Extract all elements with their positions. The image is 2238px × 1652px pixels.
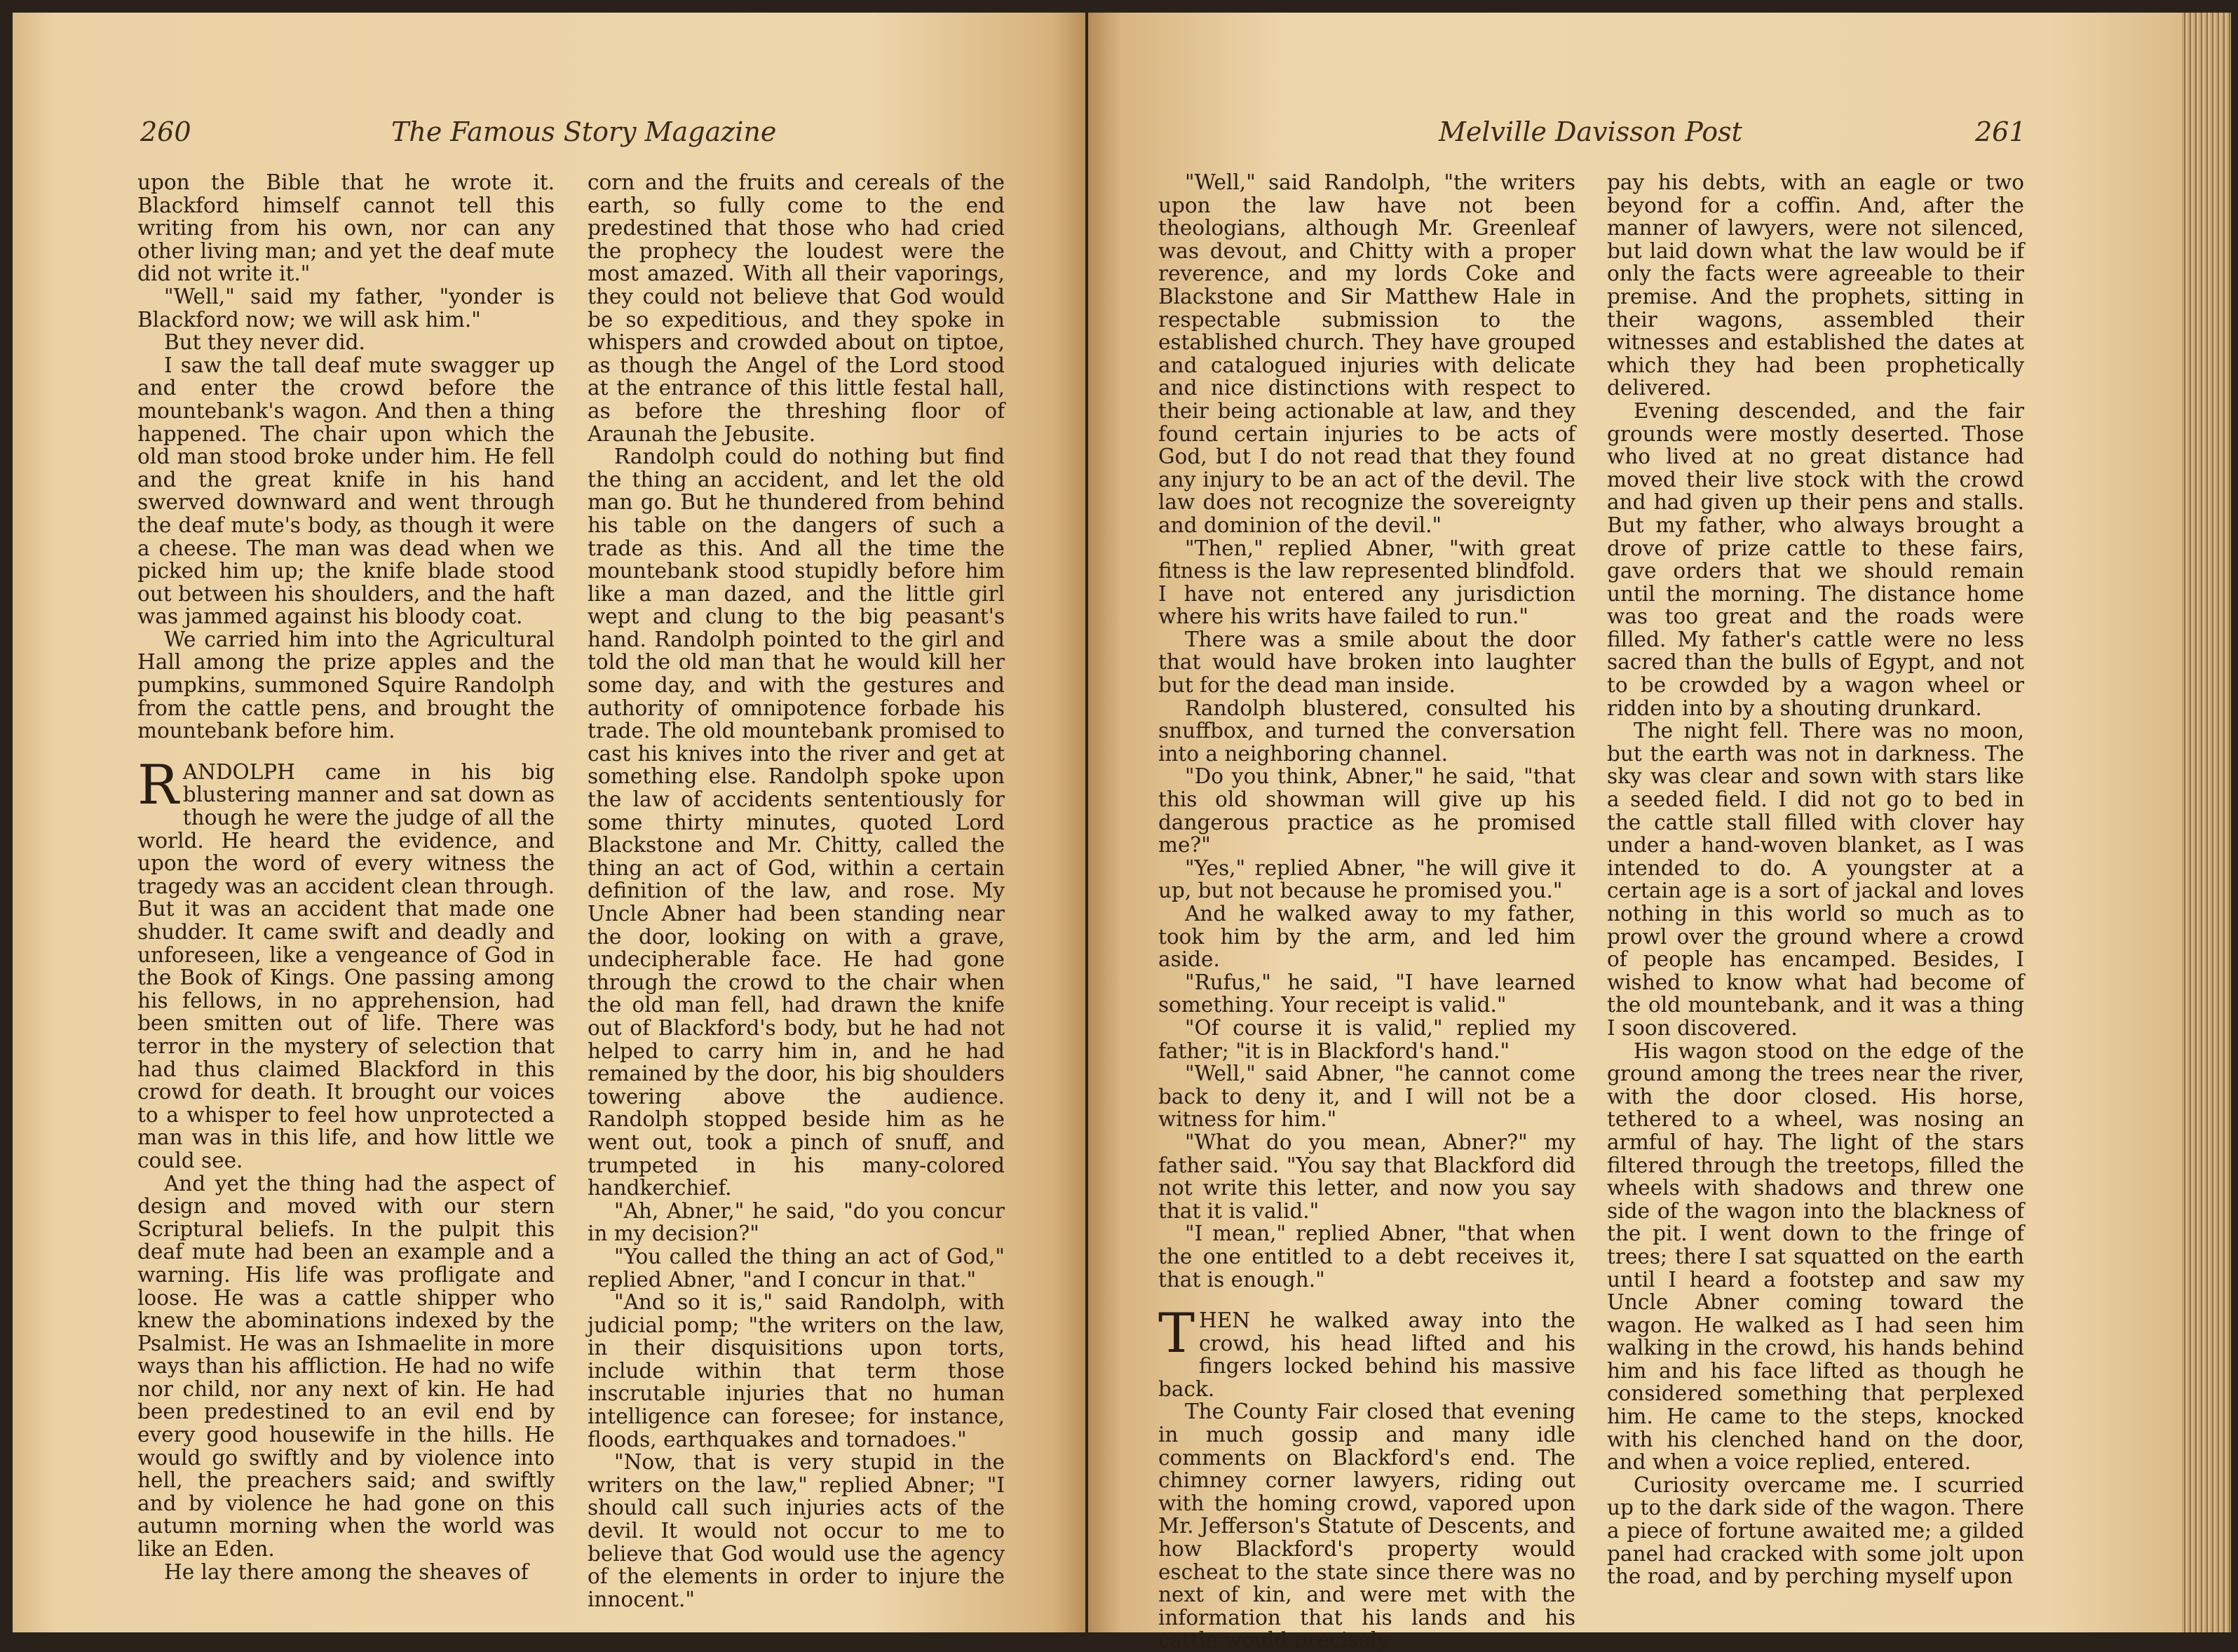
- paragraph: Randolph could do nothing but find the thing an accident, and let the old man go. But he thundered from behind his table on the dangers of such a trade as this. And all the time the mountebank stood stupidly before him like a man dazed, and the little girl wept and clung to the big peasant's hand. Randolph pointed to the girl and told the old man that he would kill her some day, and with the gestures and authority of omnipotence forbade his trade. The old mountebank promised to cast his knives into the river and get at something else. Randolph spoke upon the law of accidents sententiously for some thirty minutes, quoted Lord Blackstone and Mr. Chitty, called the thing an act of God, within a certain definition of the law, and rose. My Uncle Abner had been standing near the door, looking on with a grave, undecipherable face. He had gone through the crowd to the chair when the old man fell, had drawn the knife out of Blackford's body, but he had not helped to carry him in, and he had remained by the door, his big shoulders towering above the audience. Randolph stopped beside him as he went out, took a pinch of snuff, and trumpeted in his many-colored handkerchief.: [588, 445, 1005, 1200]
- paragraph: "Rufus," he said, "I have learned something. Your receipt is valid.": [1158, 970, 1575, 1017]
- paragraph: We carried him into the Agricultural Hall among the prize apples and the pumpkins, summoned Squire Randolph from the cattle pens, and brought the mountebank before him.: [137, 627, 555, 743]
- paragraph: "Yes," replied Abner, "he will give it up, but not because he promised you.": [1158, 855, 1575, 903]
- paragraph: "Well," said Randolph, "the writers upon the law have not been theologians, although Mr. Greenleaf was devout, and Chitty with a proper reverence, and my lords Coke and Blackstone and Sir Matthew Hale in respectable submission to the established church. They have grouped and catalogued injuries with delicate and nice distinctions with respect to their being actionable at law, and they found certain injuries to be acts of God, but I do not read that they found any injury to be an act of the devil. The law does not recognize the sovereignty and dominion of the devil.": [1158, 170, 1575, 537]
- paragraph: The County Fair closed that evening in much gossip and many idle comments on Blackford's end. The chimney corner lawyers, riding out with the homing crowd, vapored upon Mr. Jefferson's Statute of Descents, and how Blackford's property would escheat to the state since there was no next of kin, and were met with the information that his lands and his cattle would precisely: [1158, 1400, 1575, 1652]
- running-head: The Famous Story Magazine: [391, 116, 777, 147]
- column-right: [588, 171, 1005, 1611]
- paragraph-text: ANDOLPH came in his big blustering manner and sat down as though he were the judge of all the world. He heard the evidence, and upon the word of every witness the tragedy was an accident clean through. But it was an accident that made one shudder. It came swift and deadly and unforeseen, like a vengeance of God in the Book of Kings. One passing among his fellows, in no apprehension, had been smitten out of life. There was terror in the mystery of selection that had thus claimed Blackford in this crowd for death. It brought our voices to a whisper to feel how unprotected a man was in this life, and how little we could see.: [137, 759, 555, 1172]
- right-page: [1088, 13, 2182, 1652]
- paragraph: "And so it is," said Randolph, with judicial pomp; "the writers on the law, in their disquisitions upon torts, include within that term those inscrutable injuries that no human intelligence can foresee; for instance, floods, earthquakes and tornadoes.": [588, 1290, 1005, 1451]
- paragraph-text: HEN he walked away into the crowd, his head lifted and his fingers locked behind his massive back.: [1158, 1308, 1575, 1401]
- column-right: [1607, 171, 2024, 1588]
- column-left: [1158, 171, 1575, 1652]
- paragraph: "You called the thing an act of God," replied Abner, "and I concur in that.": [588, 1244, 1005, 1292]
- paragraph: But they never did.: [164, 330, 365, 355]
- paragraph: "Now, that is very stupid in the writers on the law," replied Abner; "I should call such injuries acts of the devil. It would not occur to me to believe that God would use the agency of the elements in order to injure the innocent.": [588, 1450, 1005, 1611]
- page-number: 261: [1975, 116, 2026, 147]
- paragraph: His wagon stood on the edge of the ground among the trees near the river, with the door closed. His horse, tethered to a wheel, was nosing an armful of hay. The light of the stars filtered through the treetops, filled the wheels with shadows and threw one side of the wagon into the blackness of the pit. I went down to the fringe of trees; there I sat squatted on the earth until I heard a footstep and saw my Uncle Abner coming toward the wagon. He walked as I had seen him walking in the crowd, his hands behind him and his face lifted as though he considered something that perplexed him. He came to the steps, knocked with his clenched hand on the door, and when a voice replied, entered.: [1607, 1038, 2024, 1475]
- paragraph-dropcap: [137, 753, 555, 1172]
- paragraph: "What do you mean, Abner?" my father said. "You say that Blackford did not write this letter, and now you say that it is valid.": [1158, 1130, 1575, 1223]
- paragraph: "Then," replied Abner, "with great fitness is the law represented blindfold. I have not entered any jurisdiction where his writs have failed to run.": [1158, 536, 1575, 629]
- running-head: Melville Davisson Post: [1439, 116, 1742, 147]
- paragraph: Evening descended, and the fair grounds were mostly deserted. Those who lived at no great distance had moved their live stock with the crowd and had given up their pens and stalls. But my father, who always brought a drove of prize cattle to these fairs, gave orders that we should remain until the morning. The distance home was too great and the roads were filled. My father's cattle were no less sacred than the bulls of Egypt, and not to be crowded by a wagon wheel or ridden into by a shouting drunkard.: [1607, 398, 2024, 720]
- paragraph: I saw the tall deaf mute swagger up and enter the crowd before the mountebank's wagon. And then a thing happened. The chair upon which the old man stood broke under him. He fell and the great knife in his hand swerved downward and went through the deaf mute's body, as though it were a cheese. The man was dead when we picked him up; the knife blade stood out between his shoulders, and the haft was jammed against his bloody coat.: [137, 353, 555, 629]
- paragraph: "Well," said Abner, "he cannot come back to deny it, and I will not be a witness for him.": [1158, 1062, 1575, 1132]
- page-number: 260: [140, 116, 191, 147]
- paragraph: He lay there among the sheaves of: [164, 1559, 529, 1584]
- paragraph: "Do you think, Abner," he said, "that this old showman will give up his dangerous practice as he promised me?": [1158, 764, 1575, 858]
- paragraph: And he walked away to my father, took him by the arm, and led him aside.: [1158, 902, 1575, 972]
- paragraph: "Ah, Abner," he said, "do you concur in my decision?": [588, 1198, 1005, 1246]
- page-edges: [2182, 13, 2231, 1632]
- paragraph: "Of course it is valid," replied my father; "it is in Blackford's hand.": [1158, 1015, 1575, 1063]
- paragraph: corn and the fruits and cereals of the earth, so fully come to the end predestined that those who had cried the prophecy the loudest were the most amazed. With all their vaporings, they could not believe that God would be so expeditious, and they spoke in whispers and crowded about on tiptoe, as though the Angel of the Lord stood at the entrance of this little festal hall, as before the threshing floor of Araunah the Jebusite.: [588, 170, 1005, 446]
- paragraph: Curiosity overcame me. I scurried up to the dark side of the wagon. There a piece of fortune awaited me; a gilded panel had cracked with some jolt upon the road, and by perching myself upon: [1607, 1472, 2024, 1589]
- paragraph: "Well," said my father, "yonder is Blackford now; we will ask him.": [137, 284, 555, 332]
- left-page: [13, 13, 1085, 1632]
- paragraph: The night fell. There was no moon, but the earth was not in darkness. The sky was clear and sown with stars like a seeded field. I did not go to bed in the cattle stall filled with clover hay under a hand-woven blanket, as I was intended to do. A youngster at a certain age is a sort of jackal and loves nothing in this world so much as to prowl over the ground where a crowd of people has encamped. Besides, I wished to know what had become of the old mountebank, and it was a thing I soon discovered.: [1607, 719, 2024, 1040]
- drop-cap: R: [137, 753, 179, 817]
- paragraph: And yet the thing had the aspect of design and moved with our stern Scriptural beliefs. In the pulpit this deaf mute had been an example and a warning. His life was profligate and loose. He was a cattle shipper who knew the abominations indexed by the Psalmist. He was an Ishmaelite in more ways than his affliction. He had no wife nor child, nor any next of kin. He had been predestined to an evil end by every good housewife in the hills. He would go swiftly and by violence into hell, the preachers said; and swiftly and by violence he had gone on this autumn morning when the world was like an Eden.: [137, 1171, 555, 1562]
- paragraph: Randolph blustered, consulted his snuffbox, and turned the conversation into a neighboring channel.: [1158, 696, 1575, 766]
- drop-cap: T: [1158, 1302, 1195, 1366]
- column-left: [137, 171, 555, 1583]
- paragraph: There was a smile about the door that would have broken into laughter but for the dead man inside.: [1158, 627, 1575, 698]
- paragraph: upon the Bible that he wrote it. Blackford himself cannot tell this writing from his own, nor can any other living man; and yet the deaf mute did not write it.": [137, 170, 555, 286]
- paragraph-dropcap: [1158, 1302, 1575, 1401]
- paragraph: "I mean," replied Abner, "that when the one entitled to a debt receives it, that is enough.": [1158, 1221, 1575, 1292]
- paragraph: pay his debts, with an eagle or two beyond for a coffin. And, after the manner of lawyers, were not silenced, but laid down what the law would be if only the facts were agreeable to their premise. And the prophets, sitting in their wagons, assembled their witnesses and established the dates at which they had been prophetically delivered.: [1607, 170, 2024, 400]
